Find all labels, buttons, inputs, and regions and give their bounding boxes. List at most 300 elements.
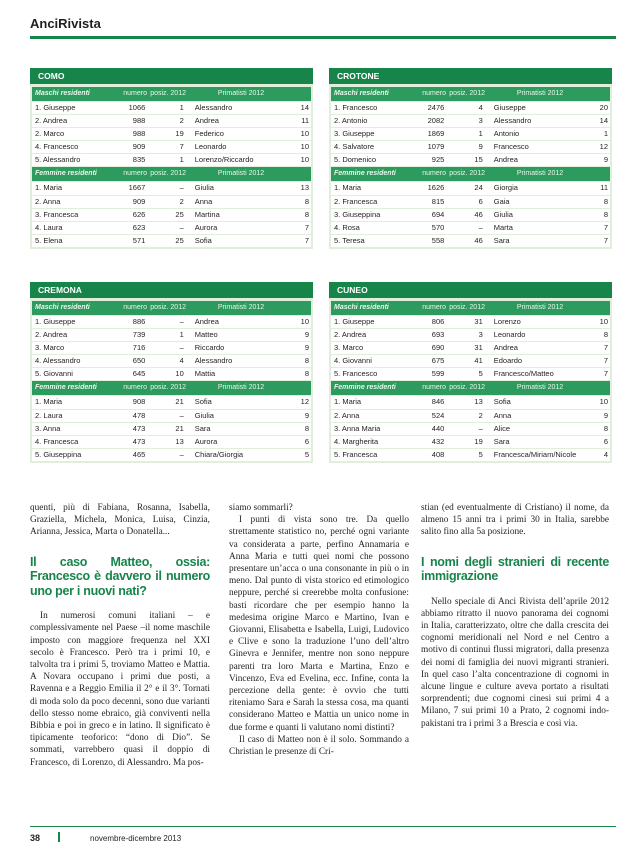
table-cell: 10	[300, 129, 309, 139]
female-column-label: Femmine residenti	[334, 170, 396, 178]
table-cell: Alessandro	[194, 103, 233, 112]
primatisti-column-label: Primatisti 2012	[516, 170, 564, 178]
city-table	[329, 68, 612, 249]
table-cell: 570	[431, 222, 445, 232]
table-row	[32, 436, 311, 448]
posiz-column-label: posiz. 2012	[150, 384, 186, 392]
table-row	[331, 154, 610, 166]
table-row	[32, 128, 311, 140]
table-cell: Sofia	[194, 397, 212, 407]
table-row	[331, 423, 610, 435]
table-cell: 2	[478, 410, 483, 420]
table-cell: 3. Giuseppe	[334, 129, 375, 139]
table-cell: 2. Anna	[35, 196, 61, 206]
table-cell: Giulia	[194, 183, 214, 193]
table-cell: Alice	[493, 423, 511, 433]
table-cell: 31	[474, 317, 483, 326]
table-row	[32, 396, 311, 408]
female-header-row	[331, 381, 610, 395]
table-cell: Leonardo	[493, 330, 526, 340]
table-cell: 2082	[427, 116, 445, 126]
table-cell: 8	[603, 423, 608, 433]
table-cell: 2. Antonio	[334, 116, 368, 126]
numero-column-label: numero	[123, 90, 147, 97]
table-cell: 46	[474, 209, 483, 219]
table-cell: 806	[431, 317, 445, 326]
table-cell: 8	[304, 209, 309, 219]
table-cell: 925	[431, 155, 445, 165]
table-cell: 1. Maria	[334, 397, 362, 407]
table-cell: 599	[431, 369, 445, 379]
table-cell: 675	[431, 356, 445, 366]
table-cell: 21	[175, 397, 184, 407]
table-cell: 908	[132, 397, 146, 407]
table-row	[331, 342, 610, 354]
table-cell: 846	[431, 397, 445, 407]
table-cell: 440	[431, 423, 445, 433]
table-cell: 2. Andrea	[35, 116, 68, 126]
table-row	[331, 196, 610, 208]
table-row	[331, 449, 610, 461]
table-row	[32, 449, 311, 461]
table-cell: 3. Marco	[35, 343, 65, 353]
table-cell: Aurora	[194, 222, 218, 232]
table-cell: 2. Andrea	[334, 330, 367, 340]
table-cell: 408	[431, 449, 445, 459]
table-row	[32, 423, 311, 435]
table-cell: 7	[603, 343, 608, 353]
table-cell: 8	[304, 356, 309, 366]
table-cell: 478	[132, 410, 146, 420]
table-row	[32, 115, 311, 127]
table-cell: 4	[478, 103, 483, 112]
table-cell: 690	[431, 343, 445, 353]
table-row	[32, 222, 311, 234]
table-row	[331, 222, 610, 234]
table-cell: 3. Anna	[35, 423, 61, 433]
table-cell: Martina	[194, 209, 220, 219]
table-cell: Sara	[493, 235, 510, 245]
table-cell: 988	[132, 129, 146, 139]
table-cell: Matteo	[194, 330, 218, 340]
table-cell: 2. Laura	[35, 410, 63, 420]
table-cell: 645	[132, 369, 146, 379]
table-row	[331, 329, 610, 341]
male-header-row	[32, 87, 311, 101]
posiz-column-label: posiz. 2012	[150, 90, 186, 97]
issue-date: novembre-dicembre 2013	[90, 834, 182, 843]
table-cell: 10	[599, 397, 608, 407]
table-row	[32, 141, 311, 153]
panel-bottom-pad	[30, 247, 313, 249]
table-cell: 9	[603, 155, 608, 165]
table-cell: Leonardo	[194, 142, 227, 152]
table-cell: 31	[474, 343, 483, 353]
table-cell: Andrea	[493, 343, 518, 353]
table-cell: Andrea	[493, 155, 518, 165]
table-cell: Chiara/Giorgia	[194, 449, 244, 459]
primatisti-column-label: Primatisti 2012	[516, 384, 564, 392]
table-cell: 571	[132, 235, 146, 245]
table-cell: Marta	[493, 222, 513, 232]
table-cell: 8	[603, 196, 608, 206]
table-cell: 694	[431, 209, 445, 219]
table-cell: 9	[304, 330, 309, 340]
table-row	[331, 368, 610, 380]
male-header-row	[331, 301, 610, 315]
numero-column-label: numero	[123, 384, 147, 392]
panel-bottom-pad	[329, 247, 612, 249]
table-cell: Mattia	[194, 369, 216, 379]
city-name: CREMONA	[30, 282, 313, 298]
col2-paragraph-2: I punti di vista sono tre. Da quello strettamente statistico no, perché ogni variante va considerata a parte, perfino Annamaria e Anna Maria e tutti quei nomi che possono presentare un’acca o una consonante in più o in meno. Dal punto di vista storico ed etimologico neppure, perché si creerebbe molta confusione: basti ricordare che per esempio hanno la medesima origine Marco e Martino, Ivan e Giovanni, Elisabetta e Isabella, Luigi, Ludovico e Clive e sono la traduzione l’uno dell’altro Ginevra e Jennifer, mentre non sono neppure parenti tra loro Marta e Martina, Enzo e Vincenzo, Eva ed Evelina, ecc. Infine, conta la percezione della gente: è ovvio che tutti riteniamo Sara e Sarah la stessa cosa, ma quanti considerano Matteo e Mattia un unico nome in due forme e quanti li valutano nomi distinti?	[229, 515, 409, 733]
table-cell: 5. Elena	[35, 235, 63, 245]
numero-column-label: numero	[422, 170, 446, 178]
table-row	[32, 102, 311, 114]
male-column-label: Maschi residenti	[334, 90, 389, 97]
table-cell: 4. Francesca	[35, 436, 79, 446]
table-cell: 432	[431, 436, 445, 446]
table-cell: Lorenzo	[493, 317, 521, 326]
table-cell: 4	[179, 356, 184, 366]
table-cell: 1626	[427, 183, 445, 193]
col1-paragraph-2: In numerosi comuni italiani – e complessivamente nel Paese –il nome maschile imposto con maggiore frequenza nel XXI secolo è Francesco. Però tra i primi 10, e talvolta tra i primi 5, troviamo Matteo e Mattia. A Novara occupano i primi due posti, a Ravenna e a Reggio Emilia il 2° e il 3°. Tornati di moda solo da poco decenni, sono due varianti dello stesso nome ebraico, già conviventi nella Bibbia e poi in greco e in latino. Il significato è tipicamente teoforico: “dono di Dio”. Se sommati, varrebbero quasi il doppio di Francesco, di Lorenzo, di Alessandro. Ma pos-	[30, 611, 210, 768]
table-cell: 716	[132, 343, 146, 353]
table-cell: 21	[175, 423, 184, 433]
table-cell: 7	[603, 356, 608, 366]
table-cell: 5. Domenico	[334, 155, 377, 165]
table-cell: 12	[599, 142, 608, 152]
table-cell: 1. Giuseppe	[35, 103, 76, 112]
table-cell: 20	[599, 103, 608, 112]
table-cell: 6	[304, 436, 309, 446]
table-cell: 11	[600, 183, 608, 193]
table-cell: 5. Alessandro	[35, 155, 81, 165]
table-cell: 815	[431, 196, 445, 206]
table-cell: –	[179, 317, 184, 326]
table-cell: 13	[300, 183, 309, 193]
article-column-2	[229, 502, 409, 758]
panel-bottom-pad	[329, 461, 612, 463]
table-cell: 626	[132, 209, 146, 219]
table-cell: 7	[179, 142, 184, 152]
table-cell: 5	[304, 449, 309, 459]
table-cell: Andrea	[194, 116, 219, 126]
table-row	[32, 368, 311, 380]
table-cell: 7	[304, 235, 309, 245]
city-table	[329, 282, 612, 463]
table-cell: 12	[300, 397, 309, 407]
table-cell: –	[478, 423, 483, 433]
table-row	[32, 196, 311, 208]
primatisti-column-label: Primatisti 2012	[217, 170, 265, 178]
table-cell: 5. Giuseppina	[35, 449, 82, 459]
table-cell: 473	[132, 423, 146, 433]
female-header-row	[32, 167, 311, 181]
table-cell: 623	[132, 222, 146, 232]
table-cell: 1667	[128, 183, 146, 193]
table-cell: Sofia	[493, 397, 511, 407]
table-cell: 19	[474, 436, 483, 446]
col3-paragraph-2: Nello speciale di Anci Rivista dell’aprile 2012 abbiamo ritratto il nuovo panorama dei cognomi in Italia, caratterizzato, oltre che dalla crescita dei cognomi meridionali nel Nord e nel Centro a motivo di continui flussi migratori, dalla presenza dei nomi di famiglia dei nuovi migranti stranieri. In quel caso l’alta concentrazione di cognomi in alcune lingue e culture aveva portato a risultati sorprendenti; due cognomi cinesi sui primi 4 a Milano, 7 sui primi 10 a Prato, 2 cognomi indo-pakistani tra i primi 3 a Brescia e così via.	[421, 596, 609, 729]
table-row	[331, 102, 610, 114]
article-column-3	[421, 502, 609, 730]
footer-separator	[58, 832, 60, 842]
numero-column-label: numero	[123, 304, 147, 311]
table-cell: 2	[179, 116, 184, 126]
table-row	[331, 355, 610, 367]
table-cell: 909	[132, 142, 146, 152]
numero-column-label: numero	[422, 90, 446, 97]
table-cell: 886	[132, 317, 146, 326]
table-cell: –	[478, 222, 483, 232]
table-cell: 558	[431, 235, 445, 245]
female-column-label: Femmine residenti	[35, 384, 97, 392]
table-cell: 7	[603, 235, 608, 245]
footer-rule	[30, 826, 616, 827]
table-row	[331, 235, 610, 247]
table-cell: Antonio	[493, 129, 520, 139]
table-cell: 2	[179, 196, 184, 206]
table-cell: 1079	[427, 142, 445, 152]
posiz-column-label: posiz. 2012	[449, 304, 485, 311]
table-cell: 1	[603, 129, 608, 139]
table-row	[331, 115, 610, 127]
table-row	[331, 396, 610, 408]
panel-bottom-pad	[30, 461, 313, 463]
city-name: CROTONE	[329, 68, 612, 84]
table-cell: 5. Francesco	[334, 369, 378, 379]
article-column-1	[30, 502, 210, 769]
table-cell: 9	[304, 343, 309, 353]
table-cell: Francesca/Miriam/Nicole	[493, 449, 577, 459]
table-cell: 8	[603, 330, 608, 340]
table-cell: 7	[603, 222, 608, 232]
table-cell: 8	[304, 196, 309, 206]
table-row	[331, 316, 610, 328]
table-cell: –	[179, 410, 184, 420]
table-cell: 25	[175, 209, 184, 219]
city-name: COMO	[30, 68, 313, 84]
city-name: CUNEO	[329, 282, 612, 298]
table-cell: 10	[300, 155, 309, 165]
primatisti-column-label: Primatisti 2012	[217, 90, 265, 97]
header-rule	[30, 36, 616, 39]
table-cell: 3. Anna Maria	[334, 423, 381, 433]
table-cell: 3. Giuseppina	[334, 209, 381, 219]
numero-column-label: numero	[123, 170, 147, 178]
table-cell: 8	[304, 423, 309, 433]
table-cell: 15	[474, 155, 483, 165]
table-row	[32, 342, 311, 354]
table-cell: 10	[175, 369, 184, 379]
table-cell: 988	[132, 116, 146, 126]
table-cell: 2476	[427, 103, 445, 112]
table-cell: Andrea	[194, 317, 219, 326]
table-cell: 5	[478, 369, 483, 379]
table-cell: Aurora	[194, 436, 218, 446]
table-cell: Alessandro	[493, 116, 532, 126]
table-cell: 3. Francesca	[35, 209, 79, 219]
table-cell: Riccardo	[194, 343, 225, 353]
table-cell: Sofia	[194, 235, 212, 245]
heading-stranieri: I nomi degli stranieri di recente immigrazione	[421, 554, 609, 584]
primatisti-column-label: Primatisti 2012	[217, 304, 265, 311]
table-cell: 7	[603, 369, 608, 379]
table-cell: 10	[599, 317, 608, 326]
table-cell: Lorenzo/Riccardo	[194, 155, 254, 165]
page-number: 38	[30, 833, 41, 843]
col2-paragraph-1: siamo sommarli?	[229, 503, 293, 513]
col1-paragraph-1: quenti, più di Fabiana, Rosanna, Isabella, Graziella, Michela, Monica, Luisa, Cinzia, Arianna, Jessica, Marta o Donatella...	[30, 503, 210, 538]
table-cell: 2. Andrea	[35, 330, 68, 340]
posiz-column-label: posiz. 2012	[449, 170, 485, 178]
male-column-label: Maschi residenti	[35, 90, 90, 97]
table-cell: Federico	[194, 129, 224, 139]
table-row	[331, 128, 610, 140]
table-cell: Giuseppe	[493, 103, 526, 112]
table-cell: 1	[179, 155, 184, 165]
male-header-row	[32, 301, 311, 315]
table-cell: Alessandro	[194, 356, 233, 366]
table-cell: 1869	[427, 129, 445, 139]
posiz-column-label: posiz. 2012	[150, 170, 186, 178]
table-cell: 1. Francesco	[334, 103, 378, 112]
table-row	[331, 182, 610, 194]
table-cell: –	[179, 449, 184, 459]
table-cell: Giulia	[493, 209, 513, 219]
table-cell: Sara	[194, 423, 211, 433]
table-cell: 1. Maria	[35, 397, 63, 407]
table-cell: 14	[300, 103, 309, 112]
table-cell: 4. Giovanni	[334, 356, 372, 366]
table-row	[32, 209, 311, 221]
table-cell: 909	[132, 196, 146, 206]
table-cell: 465	[132, 449, 146, 459]
male-header-row	[331, 87, 610, 101]
table-cell: 5. Giovanni	[35, 369, 73, 379]
table-row	[32, 182, 311, 194]
posiz-column-label: posiz. 2012	[449, 90, 485, 97]
table-cell: 4. Alessandro	[35, 356, 81, 366]
table-cell: 4. Laura	[35, 222, 63, 232]
table-cell: 3	[478, 330, 483, 340]
table-cell: 4	[603, 449, 608, 459]
table-cell: Francesco/Matteo	[493, 369, 554, 379]
table-cell: 5	[478, 449, 483, 459]
table-cell: 739	[132, 330, 146, 340]
table-cell: 46	[474, 235, 483, 245]
col3-paragraph-1: stian (ed eventualmente di Cristiano) il nome, da almeno 15 anni tra i primi 30 in Italia, sarebbe salito fino alla 5a posizione.	[421, 503, 609, 538]
table-cell: 6	[478, 196, 483, 206]
table-cell: 1. Giuseppe	[334, 317, 375, 326]
posiz-column-label: posiz. 2012	[150, 304, 186, 311]
female-column-label: Femmine residenti	[35, 170, 97, 178]
table-cell: Sara	[493, 436, 510, 446]
table-row	[32, 329, 311, 341]
table-cell: Anna	[194, 196, 213, 206]
table-cell: 3	[478, 116, 483, 126]
table-cell: 1	[478, 129, 483, 139]
table-cell: 2. Anna	[334, 410, 360, 420]
city-table	[30, 282, 313, 463]
table-cell: 8	[603, 209, 608, 219]
table-cell: 24	[474, 183, 483, 193]
table-cell: 11	[301, 116, 309, 126]
table-row	[32, 410, 311, 422]
table-cell: 650	[132, 356, 146, 366]
table-row	[331, 209, 610, 221]
table-cell: 25	[175, 235, 184, 245]
table-cell: 9	[478, 142, 483, 152]
female-header-row	[32, 381, 311, 395]
numero-column-label: numero	[422, 304, 446, 311]
table-cell: Giulia	[194, 410, 214, 420]
table-cell: –	[179, 222, 184, 232]
table-cell: 5. Teresa	[334, 235, 365, 245]
table-cell: Francesco	[493, 142, 529, 152]
table-row	[331, 141, 610, 153]
table-cell: 4. Margherita	[334, 436, 379, 446]
primatisti-column-label: Primatisti 2012	[217, 384, 265, 392]
table-cell: 8	[304, 369, 309, 379]
table-cell: 1. Maria	[35, 183, 63, 193]
table-cell: 9	[304, 410, 309, 420]
table-cell: 5. Francesca	[334, 449, 378, 459]
table-row	[32, 316, 311, 328]
numero-column-label: numero	[422, 384, 446, 392]
female-column-label: Femmine residenti	[334, 384, 396, 392]
magazine-brand: AnciRivista	[30, 16, 101, 31]
table-cell: 524	[431, 410, 445, 420]
table-cell: 1	[179, 330, 184, 340]
table-cell: 9	[603, 410, 608, 420]
table-cell: 1	[179, 103, 184, 112]
table-cell: 10	[300, 317, 309, 326]
table-row	[32, 235, 311, 247]
posiz-column-label: posiz. 2012	[449, 384, 485, 392]
table-cell: 473	[132, 436, 146, 446]
table-cell: Anna	[493, 410, 512, 420]
primatisti-column-label: Primatisti 2012	[516, 90, 564, 97]
table-cell: 1. Maria	[334, 183, 362, 193]
table-cell: 7	[304, 222, 309, 232]
table-cell: –	[179, 183, 184, 193]
table-cell: 13	[474, 397, 483, 407]
table-cell: 10	[300, 142, 309, 152]
table-row	[32, 355, 311, 367]
table-cell: 1. Giuseppe	[35, 317, 76, 326]
table-cell: Giorgia	[493, 183, 518, 193]
table-cell: 835	[132, 155, 146, 165]
primatisti-column-label: Primatisti 2012	[516, 304, 564, 311]
table-cell: 19	[175, 129, 184, 139]
table-cell: 6	[603, 436, 608, 446]
table-cell: 2. Francesca	[334, 196, 378, 206]
col2-paragraph-3: Il caso di Matteo non è il solo. Sommando a Christian le presenze di Cri-	[229, 734, 409, 758]
table-cell: 1066	[128, 103, 146, 112]
heading-matteo: Il caso Matteo, ossia: Francesco è davvero il numero uno per i nuovi nati?	[30, 554, 210, 598]
table-cell: Edoardo	[493, 356, 523, 366]
table-row	[32, 154, 311, 166]
table-cell: 4. Francesco	[35, 142, 79, 152]
table-cell: 13	[175, 436, 184, 446]
female-header-row	[331, 167, 610, 181]
male-column-label: Maschi residenti	[35, 304, 90, 311]
male-column-label: Maschi residenti	[334, 304, 389, 311]
table-cell: 693	[431, 330, 445, 340]
table-cell: 2. Marco	[35, 129, 65, 139]
